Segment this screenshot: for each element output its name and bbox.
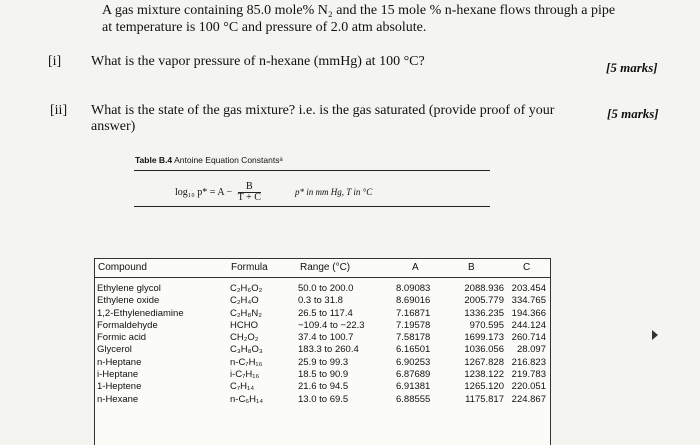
- equation-denominator: T + C: [237, 192, 261, 203]
- table-cell-formula: n-C₇H₁₆: [230, 356, 263, 368]
- table-cell-a: 6.90253: [396, 356, 431, 368]
- cursor-arrow-icon: [652, 330, 658, 340]
- table-cell-range: 21.6 to 94.5: [298, 381, 349, 393]
- header-rule: [94, 277, 550, 278]
- table-cell-range: 0.3 to 31.8: [298, 295, 343, 307]
- question-2-line-2: answer): [91, 119, 136, 134]
- table-caption-title: Antoine Equation Constantsᵃ: [174, 155, 283, 165]
- table-cell-range: −109.4 to −22.3: [298, 319, 365, 331]
- intro-line-2: at temperature is 100 °C and pressure of 2.0 atm absolute.: [102, 20, 427, 35]
- table-cell-formula: i-C₇H₁₆: [230, 369, 260, 381]
- table-cell-a: 6.88555: [396, 393, 431, 405]
- table-cell-range: 18.5 to 90.9: [298, 369, 349, 381]
- table-cell-compound: Ethylene glycol: [97, 283, 161, 294]
- table-cell-a: 7.16871: [396, 307, 431, 319]
- table-cell-range: 13.0 to 69.5: [298, 393, 349, 405]
- table-cell-a: 7.19578: [396, 319, 431, 331]
- table-cell-compound: 1,2-Ethylenediamine: [97, 307, 184, 319]
- table-cell-range: 25.9 to 99.3: [298, 356, 349, 368]
- table-cell-compound: n-Heptane: [97, 356, 142, 368]
- table-cell-compound: Ethylene oxide: [97, 295, 160, 307]
- table-cell-c: 244.124: [511, 319, 546, 331]
- equation-units: p* in mm Hg, T in °C: [295, 187, 373, 197]
- table-cell-c: 220.051: [511, 381, 546, 393]
- table-cell-compound: n-Hexane: [97, 393, 139, 405]
- table-cell-compound: i-Heptane: [97, 369, 139, 381]
- table-cell-formula: C₂H₈N₂: [230, 307, 262, 319]
- caption-rule: [134, 170, 490, 171]
- table-cell-compound: Glycerol: [97, 344, 132, 356]
- table-cell-formula: HCHO: [230, 319, 258, 331]
- intro-line-1: A gas mixture containing 85.0 mole% N₂ and the 15 mole % n-hexane flows through a pipe: [102, 3, 616, 18]
- table-cell-b: 1036.056: [464, 344, 504, 356]
- question-1-number: [i]: [48, 54, 62, 69]
- column-compound: [97, 283, 184, 406]
- column-a: [396, 283, 430, 406]
- question-1-marks: [5 marks]: [606, 60, 658, 75]
- table-cell-c: 334.765: [511, 295, 546, 307]
- question-2-number: [ii]: [50, 103, 68, 118]
- table-cell-b: 970.595: [469, 319, 504, 331]
- table-cell-c: 203.454: [511, 283, 546, 294]
- header-c: C: [523, 262, 531, 273]
- table-cell-compound: Formaldehyde: [97, 319, 158, 331]
- header-a: A: [412, 262, 419, 273]
- table-cell-a: 6.87689: [396, 369, 431, 381]
- table-cell-formula: n-C₆H₁₄: [230, 393, 264, 405]
- header-range: Range (°C): [300, 262, 351, 273]
- table-cell-formula: C₂H₆O₂: [230, 283, 263, 294]
- table-cell-c: 194.366: [511, 307, 546, 319]
- equation-rule: [134, 206, 490, 207]
- antoine-equation: [175, 182, 264, 203]
- equation-fraction: [238, 182, 261, 203]
- column-b: [448, 283, 504, 406]
- equation-lhs: log₁₀ p* = A −: [175, 186, 233, 198]
- equation-numerator: B: [238, 182, 261, 193]
- table-cell-range: 37.4 to 100.7: [298, 332, 354, 344]
- table-cell-b: 2088.936: [464, 283, 504, 294]
- table-cell-range: 183.3 to 260.4: [298, 344, 359, 356]
- table-cell-b: 1699.173: [464, 332, 504, 344]
- table-cell-b: 1238.122: [464, 369, 504, 381]
- table-cell-a: 6.91381: [396, 381, 431, 393]
- table-cell-c: 216.823: [511, 356, 546, 368]
- table-caption-label: Table B.4: [135, 155, 173, 165]
- table-caption: [135, 155, 283, 165]
- column-range: [298, 283, 365, 406]
- table-cell-b: 1175.817: [465, 393, 504, 405]
- table-cell-formula: C₇H₁₄: [230, 381, 255, 393]
- table-cell-compound: Formic acid: [97, 332, 147, 344]
- question-1-text: What is the vapor pressure of n-hexane (mmHg) at 100 °C?: [91, 54, 425, 69]
- table-cell-a: 8.69016: [396, 295, 431, 307]
- table-cell-range: 26.5 to 117.4: [298, 307, 353, 319]
- table-cell-b: 1267.828: [464, 356, 504, 368]
- table-cell-range: 50.0 to 200.0: [298, 283, 354, 294]
- question-2-text: [91, 103, 554, 135]
- table-cell-b: 1265.120: [464, 381, 504, 393]
- table-cell-formula: C₃H₈O₃: [230, 344, 263, 356]
- header-formula: Formula: [231, 262, 268, 273]
- table-cell-b: 1336.235: [464, 307, 504, 319]
- table-cell-b: 2005.779: [464, 295, 504, 307]
- table-cell-a: 8.09083: [396, 283, 431, 294]
- table-cell-c: 224.867: [511, 393, 546, 405]
- problem-statement: [102, 2, 662, 36]
- table-cell-c: 219.783: [511, 369, 546, 381]
- column-formula: [230, 283, 263, 406]
- table-cell-c: 28.097: [516, 344, 546, 356]
- table-cell-formula: C₂H₄O: [230, 295, 259, 307]
- question-2-marks: [5 marks]: [607, 106, 659, 121]
- header-compound: Compound: [98, 262, 147, 273]
- table-cell-a: 7.58178: [396, 332, 431, 344]
- table-cell-a: 6.16501: [396, 344, 431, 356]
- table-cell-c: 260.714: [511, 332, 546, 344]
- table-cell-formula: CH₂O₂: [230, 332, 259, 344]
- question-2-line-1: What is the state of the gas mixture? i.e. is the gas saturated (provide proof of your: [91, 103, 555, 118]
- table-cell-compound: 1-Heptene: [97, 381, 142, 393]
- header-b: B: [468, 262, 475, 273]
- column-c: [504, 283, 546, 406]
